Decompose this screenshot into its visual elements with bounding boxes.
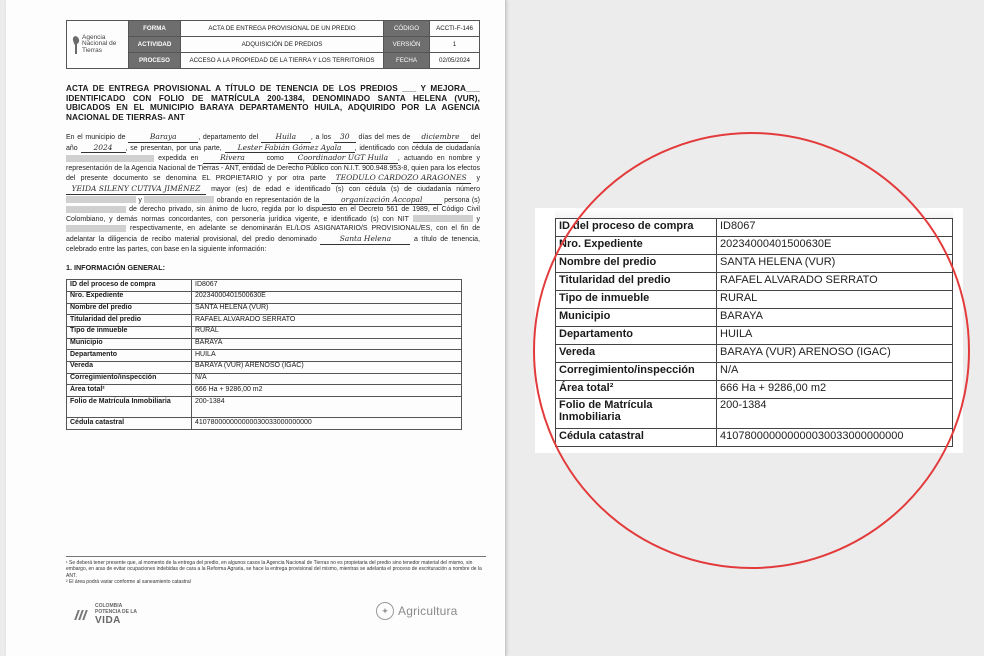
body-text: , se presentan, por una parte, (125, 144, 222, 152)
field-label: Tipo de inmueble (67, 326, 192, 338)
header-value: ACTA DE ENTREGA PROVISIONAL DE UN PREDIO (181, 21, 384, 37)
body-text: En el municipio de (66, 134, 126, 141)
handwritten-persona3: YEIDA SILENY CUTIVA JIMÉNEZ (66, 184, 206, 195)
field-value: ID8067 (192, 280, 462, 292)
table-row (556, 381, 953, 399)
body-text: como (266, 155, 284, 163)
table-row (67, 373, 462, 385)
field-value: 410780000000000030033000000000 (192, 418, 462, 430)
handwritten-municipio: Baraya (128, 132, 198, 143)
document-title: ACTA DE ENTREGA PROVISIONAL A TÍTULO DE TENENCIA DE LOS PREDIOS ___ Y MEJORA___ IDENTIFICADO CON FOLIO DE MATRÍCULA 200-1384, DENOMINADO SANTA HELENA (VUR), UBICADOS EN EL MUNICIPIO BARAYA DEPARTAMENTO HUILA, ADQUIRIDO POR LA AGENCIA NACIONAL DE TIERRAS- ANT (66, 84, 480, 122)
table-row (556, 255, 953, 273)
handwritten-anio: 2024 (81, 143, 126, 154)
header-label: CÓDIGO (384, 21, 430, 37)
vida-mark-icon (72, 608, 92, 622)
logo-line: Nacional de (82, 40, 117, 48)
table-row (67, 385, 462, 397)
redacted-block (144, 196, 214, 203)
handwritten-departamento: Huila (261, 132, 311, 143)
redacted-block (66, 196, 136, 203)
document-content (66, 20, 480, 430)
vida-small-text: POTENCIA DE LA (95, 608, 138, 615)
field-label: Folio de Matrícula Inmobiliaria (67, 397, 192, 418)
field-label: ID del proceso de compra (67, 280, 192, 292)
redacted-block (66, 225, 126, 232)
logo-line: Tierras (82, 46, 102, 54)
body-text: y (476, 215, 480, 223)
handwritten-persona2: TEODULO CARDOZO ARAGONES (331, 173, 471, 184)
field-value: N/A (717, 363, 953, 381)
body-text: obrando en representación de la (216, 196, 320, 204)
footnotes (66, 556, 486, 585)
field-value: BARAYA (717, 309, 953, 327)
agricultura-logo (376, 602, 458, 620)
coat-of-arms-icon: ✦ (376, 602, 394, 620)
field-label: Vereda (556, 345, 717, 363)
header-row (67, 53, 480, 69)
body-text: y (138, 196, 142, 204)
field-value: 20234000401500630E (717, 237, 953, 255)
table-row (556, 273, 953, 291)
header-label: PROCESO (129, 53, 181, 69)
header-value: ACCESO A LA PROPIEDAD DE LA TIERRA Y LOS TERRITORIOS (181, 53, 384, 69)
footnote: ¹ Se deberá tener presente que, al momento de la entrega del predio, en algunos casos la Agencia Nacional de Tierras no es propietaria del predio sino tenedor material del mismo, sin embargo, en aras de evitar ocupaciones indebidas de cara a la Reforma Agraria, se hace la entrega provisional del mismo, mientras se adelanta el proceso de escrituración a nombre de la ANT. (66, 560, 482, 579)
body-text: y (476, 175, 480, 183)
header-value: ADQUISICIÓN DE PREDIOS (181, 37, 384, 53)
vida-small-text: COLOMBIA (95, 603, 123, 609)
field-value: SANTA HELENA (VUR) (192, 303, 462, 315)
table-row (67, 303, 462, 315)
header-value: ACCTI-F-146 (430, 21, 480, 37)
field-value: BARAYA (VUR) ARENOSO (IGAC) (717, 345, 953, 363)
field-label: Nro. Expediente (67, 291, 192, 303)
field-label: Corregimiento/inspección (67, 373, 192, 385)
field-label: Municipio (67, 338, 192, 350)
header-label: VERSIÓN (384, 37, 430, 53)
table-row (556, 345, 953, 363)
colombia-vida-logo (72, 604, 137, 626)
field-value: BARAYA (VUR) ARENOSO (IGAC) (192, 361, 462, 373)
field-value: HUILA (192, 350, 462, 362)
field-value: 200-1384 (717, 399, 953, 429)
redacted-block (66, 155, 154, 162)
field-label: Área total² (556, 381, 717, 399)
zoomed-info-table (555, 218, 953, 447)
redacted-block (66, 206, 126, 213)
field-label: Vereda (67, 361, 192, 373)
table-row (556, 399, 953, 429)
field-value: RURAL (192, 326, 462, 338)
field-value: 410780000000000030033000000000 (717, 429, 953, 447)
field-label: Departamento (556, 327, 717, 345)
body-text: , a los (310, 134, 332, 141)
logo-line: Agencia (82, 33, 106, 41)
body-text: días del mes de (358, 134, 411, 141)
table-row (67, 326, 462, 338)
table-row (556, 237, 953, 255)
handwritten-cargo: Coordinador UGT Huila (288, 153, 398, 164)
field-value: 666 Ha + 9286,00 m2 (192, 385, 462, 397)
header-label: FORMA (129, 21, 181, 37)
header-value: 1 (430, 37, 480, 53)
body-text: , identificado con cédula de ciudadanía (354, 144, 480, 152)
leaf-icon (71, 36, 80, 54)
body-text: expedida en (158, 155, 199, 163)
handwritten-organizacion: organización Accopal (322, 195, 442, 206)
body-text: respectivamente, en adelante se denominarán EL/LOS ASIGNATARIO/S PROVISIONAL/ES, con el fin de adelantar la diligencia de recibo material provisional, del predio denominado (66, 225, 480, 243)
body-text: , departamento del (198, 134, 259, 141)
header-row (67, 37, 480, 53)
table-row (556, 429, 953, 447)
vida-big-text: VIDA (95, 615, 121, 626)
handwritten-predio: Santa Helena (320, 234, 410, 245)
field-label: Cédula catastral (67, 418, 192, 430)
field-label: Área total² (67, 385, 192, 397)
body-text: del año (66, 134, 480, 152)
field-label: Nombre del predio (556, 255, 717, 273)
header-value: 02/05/2024 (430, 53, 480, 69)
field-value: SANTA HELENA (VUR) (717, 255, 953, 273)
field-value: RAFAEL ALVARADO SERRATO (717, 273, 953, 291)
footnote: ² El área podrá variar conforme al saneamiento catastral (66, 578, 191, 585)
header-label: ACTIVIDAD (129, 37, 181, 53)
general-info-table (66, 279, 462, 430)
body-text: , actuando en nombre y representación de la Agencia Nacional de Tierras - ANT, entidad de Derecho Público con N.I.T. 900.948.953-8, quien para los efectos del presente documento se denomina EL PROPIETARIO y por otra parte (66, 155, 481, 183)
redacted-block (413, 215, 473, 222)
form-header-table (66, 20, 480, 69)
body-text: persona (s) (444, 196, 480, 204)
body-text: a título de tenencia, celebrado entre las partes, con base en la siguiente información: (66, 235, 481, 253)
field-label: Cédula catastral (556, 429, 717, 447)
field-value: N/A (192, 373, 462, 385)
table-row (556, 363, 953, 381)
zoom-panel (535, 208, 963, 453)
field-label: Folio de Matrícula Inmobiliaria (556, 399, 717, 429)
table-row (556, 327, 953, 345)
body-text: de derecho privado, sin ánimo de lucro, regida por lo dispuesto en el Decreto 561 de 1989, el Código Civil Colombiano, y demás normas concordantes, con personería jurídica vigente, e identificado (s) con NIT (66, 206, 480, 223)
table-row (67, 350, 462, 362)
field-value: BARAYA (192, 338, 462, 350)
agency-logo (67, 21, 129, 69)
field-value: ID8067 (717, 219, 953, 237)
field-label: Titularidad del predio (556, 273, 717, 291)
field-value: HUILA (717, 327, 953, 345)
table-row (67, 291, 462, 303)
field-label: Departamento (67, 350, 192, 362)
field-value: RAFAEL ALVARADO SERRATO (192, 315, 462, 327)
field-value: RURAL (717, 291, 953, 309)
field-label: ID del proceso de compra (556, 219, 717, 237)
handwritten-persona1: Lester Fabián Gómez Ayala (225, 143, 355, 154)
handwritten-lugar: Rivera (203, 153, 263, 164)
handwritten-mes: diciembre (413, 132, 468, 143)
table-row (67, 338, 462, 350)
table-row (67, 418, 462, 430)
field-label: Corregimiento/inspección (556, 363, 717, 381)
field-label: Nombre del predio (67, 303, 192, 315)
handwritten-dia: 30 (334, 132, 356, 143)
agricultura-text: Agricultura (398, 604, 458, 618)
field-label: Nro. Expediente (556, 237, 717, 255)
table-row (67, 315, 462, 327)
table-row (556, 309, 953, 327)
table-row (67, 361, 462, 373)
header-label: FECHA (384, 53, 430, 69)
section-title: 1. INFORMACIÓN GENERAL: (66, 263, 166, 273)
field-label: Tipo de inmueble (556, 291, 717, 309)
table-row (556, 219, 953, 237)
table-row (556, 291, 953, 309)
field-value: 666 Ha + 9286,00 m2 (717, 381, 953, 399)
body-text: mayor (es) de edad e identificado (s) con cédula (s) de ciudadanía número (211, 185, 480, 193)
field-value: 200-1384 (192, 397, 462, 418)
header-row (67, 21, 480, 37)
field-label: Titularidad del predio (67, 315, 192, 327)
field-value: 20234000401500630E (192, 291, 462, 303)
field-label: Municipio (556, 309, 717, 327)
document-page (6, 0, 506, 656)
table-row (67, 280, 462, 292)
table-row (67, 397, 462, 418)
document-body (66, 132, 480, 254)
